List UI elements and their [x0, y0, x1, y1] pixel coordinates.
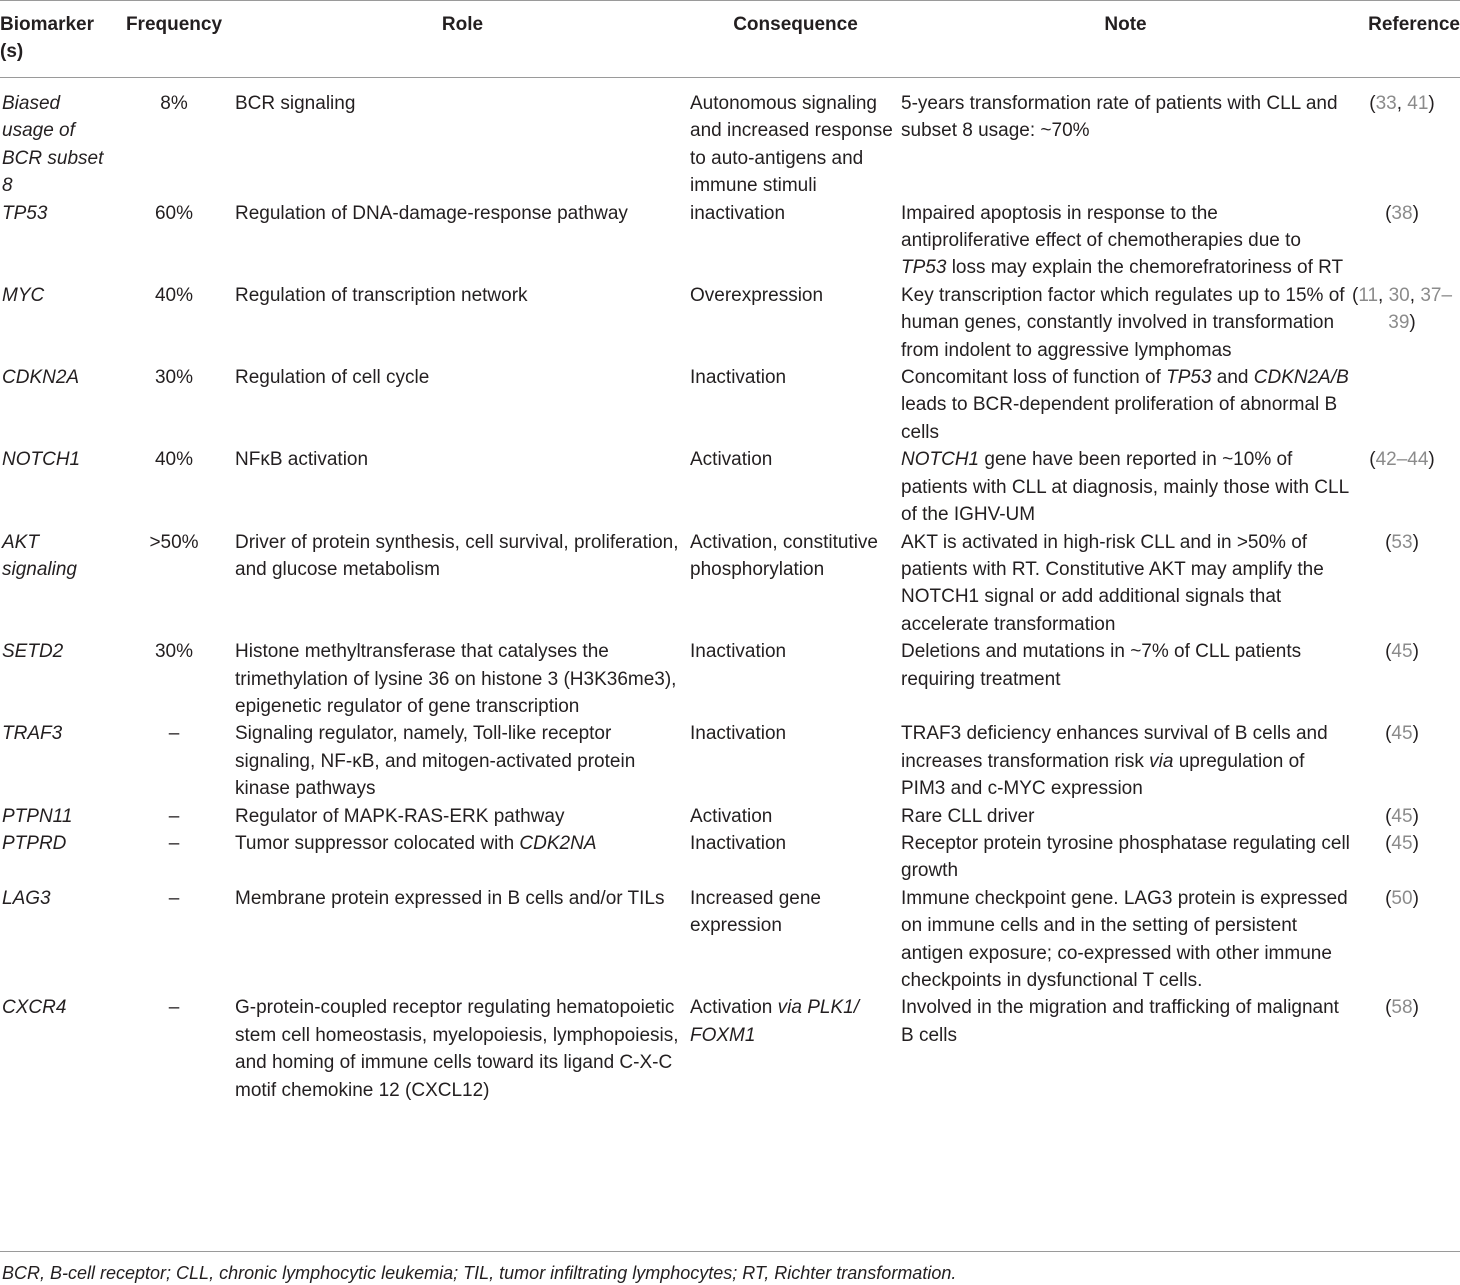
reference-punct: )	[1412, 641, 1419, 663]
cell-consequence: Increased gene expression	[690, 887, 821, 937]
reference-punct: )	[1409, 312, 1416, 334]
cell-consequence: inactivation	[690, 202, 786, 224]
table-row	[0, 638, 1460, 720]
cell-frequency: 8%	[160, 93, 188, 114]
cell-reference	[1350, 446, 1460, 528]
cell-role: Membrane protein expressed in B cells and/or TILs	[235, 887, 665, 909]
cell-frequency: –	[168, 997, 180, 1019]
cell-note: TRAF3 deficiency enhances survival of B cells and increases transformation risk via upregulation of PIM3 and c-MYC expression	[901, 723, 1328, 800]
cell-reference	[1350, 830, 1460, 885]
cell-frequency: –	[168, 723, 180, 745]
reference-link[interactable]: 38	[1391, 202, 1413, 224]
cell-biomarker: CXCR4	[2, 997, 67, 1019]
cell-note: Key transcription factor which regulates up to 15% of human genes, constantly involved in transformation from indolent to aggressive lymphomas	[901, 284, 1345, 361]
header-role: Role	[441, 14, 484, 35]
table-row	[0, 720, 1460, 802]
biomarker-table	[0, 11, 1460, 1104]
reference-punct: (	[1385, 805, 1392, 827]
reference-punct: (	[1385, 202, 1392, 224]
cell-biomarker: CDKN2A	[2, 367, 80, 389]
cell-note: 5-years transformation rate of patients with CLL and subset 8 usage: ~70%	[901, 93, 1338, 142]
table-footnote: BCR, B-cell receptor; CLL, chronic lymphocytic leukemia; TIL, tumor infiltrating lymphocytes; RT, Richter transformation.	[2, 1263, 957, 1283]
header-biomarker: Biomarker (s)	[0, 14, 94, 62]
reference-link[interactable]: 45	[1391, 805, 1413, 827]
reference-link[interactable]: 41	[1407, 93, 1429, 114]
reference-punct: (	[1351, 284, 1359, 306]
cell-consequence: Inactivation	[690, 367, 787, 389]
reference-link[interactable]: 37–39	[1388, 284, 1453, 334]
cell-reference	[1350, 364, 1460, 446]
header-row	[0, 11, 1460, 90]
reference-punct: (	[1369, 93, 1376, 114]
cell-frequency: –	[168, 805, 180, 827]
bottom-rule	[0, 1251, 1460, 1252]
cell-reference	[1350, 638, 1460, 720]
reference-punct: (	[1385, 832, 1392, 854]
table-row	[0, 830, 1460, 885]
cell-frequency: –	[168, 887, 180, 909]
reference-punct: )	[1412, 531, 1419, 553]
cell-frequency: 30%	[154, 367, 194, 389]
cell-biomarker: LAG3	[2, 887, 51, 909]
table-row	[0, 364, 1460, 446]
cell-note: Receptor protein tyrosine phosphatase regulating cell growth	[901, 832, 1350, 882]
reference-link[interactable]: 42–44	[1375, 449, 1429, 471]
header-frequency: Frequency	[125, 14, 223, 35]
cell-note: NOTCH1 gene have been reported in ~10% of patients with CLL at diagnosis, mainly those with CLL of the IGHV-UM	[901, 449, 1349, 526]
cell-reference	[1350, 720, 1460, 802]
cell-consequence: Activation, constitutive phosphorylation	[690, 531, 878, 580]
reference-punct: (	[1385, 641, 1392, 663]
table-row	[0, 446, 1460, 528]
cell-reference	[1350, 994, 1460, 1104]
cell-note: Concomitant loss of function of TP53 and CDKN2A/B leads to BCR-dependent proliferation of abnormal B cells	[901, 367, 1349, 443]
cell-biomarker: TP53	[2, 202, 48, 224]
cell-role: Signaling regulator, namely, Toll-like receptor signaling, NF-κB, and mitogen-activated protein kinase pathways	[235, 723, 636, 800]
cell-note: Immune checkpoint gene. LAG3 protein is expressed on immune cells and in the setting of persistent antigen exposure; co-expressed with other immune checkpoints in dysfunctional T cells.	[901, 887, 1348, 991]
reference-punct: )	[1412, 202, 1419, 224]
header-consequence: Consequence	[733, 14, 858, 35]
table-body	[0, 90, 1460, 1104]
header-reference: Reference	[1368, 14, 1460, 35]
table-row	[0, 200, 1460, 282]
cell-role: NFκB activation	[235, 449, 369, 471]
reference-punct: )	[1428, 93, 1435, 114]
reference-punct: )	[1412, 997, 1419, 1019]
reference-link[interactable]: 33	[1375, 93, 1397, 114]
table-row	[0, 282, 1460, 364]
reference-link[interactable]: 50	[1391, 887, 1413, 909]
cell-reference	[1350, 529, 1460, 639]
cell-reference	[1350, 885, 1460, 995]
cell-role: Regulation of transcription network	[235, 284, 528, 306]
reference-punct: )	[1412, 832, 1419, 854]
header-note: Note	[1104, 14, 1147, 35]
cell-role: BCR signaling	[235, 93, 356, 114]
cell-biomarker: PTPRD	[2, 832, 67, 854]
cell-consequence: Activation	[690, 449, 773, 471]
reference-link[interactable]: 45	[1391, 832, 1413, 854]
cell-consequence: Overexpression	[690, 284, 824, 306]
reference-punct: (	[1385, 887, 1392, 909]
reference-link[interactable]: 58	[1391, 997, 1413, 1019]
cell-role: Tumor suppressor colocated with CDK2NA	[235, 832, 597, 854]
table-row	[0, 90, 1460, 200]
cell-frequency: 60%	[154, 202, 194, 224]
reference-link[interactable]: 11	[1358, 284, 1379, 306]
reference-punct: ,	[1409, 284, 1421, 306]
cell-note: Deletions and mutations in ~7% of CLL patients requiring treatment	[901, 641, 1302, 690]
cell-role: Regulator of MAPK-RAS-ERK pathway	[235, 805, 565, 827]
cell-role: Histone methyltransferase that catalyses the trimethylation of lysine 36 on histone 3 (H3K36me3), epigenetic regulator of gene transcription	[235, 641, 677, 717]
cell-biomarker: NOTCH1	[2, 449, 81, 471]
reference-link[interactable]: 30	[1388, 284, 1410, 306]
cell-biomarker: SETD2	[2, 641, 64, 663]
reference-link[interactable]: 53	[1391, 531, 1413, 553]
cell-reference	[1350, 90, 1460, 200]
table-row	[0, 994, 1460, 1104]
cell-reference	[1350, 200, 1460, 282]
cell-frequency: 40%	[154, 449, 194, 471]
cell-role: Regulation of DNA-damage-response pathway	[235, 202, 628, 224]
cell-reference	[1350, 282, 1460, 364]
reference-punct: ,	[1378, 284, 1389, 306]
cell-reference	[1350, 803, 1460, 830]
cell-frequency: –	[168, 832, 180, 854]
cell-frequency: >50%	[149, 531, 199, 553]
cell-frequency: 40%	[154, 284, 194, 306]
reference-link[interactable]: 45	[1391, 723, 1413, 745]
reference-punct: )	[1412, 805, 1419, 827]
reference-punct: (	[1385, 723, 1392, 745]
cell-biomarker: TRAF3	[2, 723, 63, 745]
cell-consequence: Inactivation	[690, 723, 787, 745]
cell-biomarker: MYC	[2, 284, 45, 306]
reference-link[interactable]: 45	[1391, 641, 1413, 663]
reference-punct: )	[1412, 887, 1419, 909]
cell-note: AKT is activated in high-risk CLL and in >50% of patients with RT. Constitutive AKT may amplify the NOTCH1 signal or add additional signals that accelerate transformation	[901, 531, 1324, 635]
cell-note: Involved in the migration and trafficking of malignant B cells	[901, 997, 1339, 1046]
reference-punct: (	[1385, 531, 1392, 553]
cell-biomarker: PTPN11	[2, 805, 73, 827]
reference-punct: ,	[1396, 93, 1408, 114]
cell-note: Impaired apoptosis in response to the antiproliferative effect of chemotherapies due to TP53 loss may explain the chemorefratoriness of RT	[901, 202, 1344, 279]
reference-punct: )	[1412, 723, 1419, 745]
top-rule	[0, 0, 1460, 1]
cell-frequency: 30%	[154, 641, 194, 663]
cell-biomarker: Biased usage of BCR subset 8	[2, 93, 104, 197]
cell-consequence: Autonomous signaling and increased response to auto-antigens and immune stimuli	[690, 93, 893, 197]
cell-role: G-protein-coupled receptor regulating hematopoietic stem cell homeostasis, myelopoiesis, lymphopoiesis, and homing of immune cells toward its ligand C-X-C motif chemokine 12 (CXCL12)	[235, 997, 679, 1101]
cell-note: Rare CLL driver	[901, 805, 1035, 827]
reference-punct: (	[1369, 449, 1376, 471]
cell-role: Regulation of cell cycle	[235, 367, 430, 389]
cell-consequence: Activation via PLK1/ FOXM1	[690, 997, 859, 1046]
cell-consequence: Inactivation	[690, 832, 787, 854]
cell-role: Driver of protein synthesis, cell survival, proliferation, and glucose metabolism	[235, 531, 679, 580]
table-row	[0, 803, 1460, 830]
reference-punct: )	[1428, 449, 1435, 471]
cell-biomarker: AKT signaling	[2, 531, 77, 580]
cell-consequence: Activation	[690, 805, 773, 827]
table-row	[0, 529, 1460, 639]
reference-punct: (	[1385, 997, 1392, 1019]
table-row	[0, 885, 1460, 995]
cell-consequence: Inactivation	[690, 641, 787, 663]
